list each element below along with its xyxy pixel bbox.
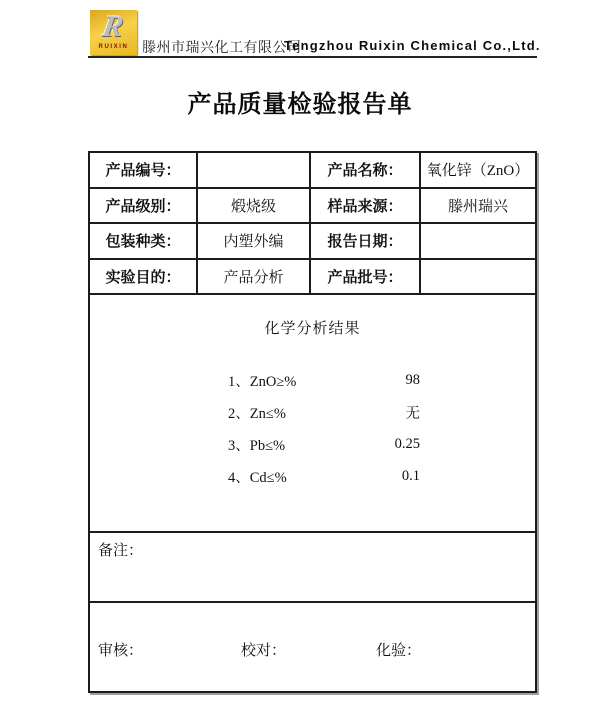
analysis-item-name: 2、Zn≤% [228, 405, 286, 422]
analysis-list [228, 364, 420, 492]
field-value-product-no [198, 153, 311, 187]
analysis-item-cd [228, 460, 420, 492]
company-name-english: Tengzhou Ruixin Chemical Co.,Ltd. [284, 38, 541, 53]
analysis-item-value: 0.25 [394, 435, 420, 452]
signoff-test-label: 化验： [376, 643, 422, 659]
logo-r-icon: R [100, 10, 127, 43]
analysis-item-name: 4、Cd≤% [228, 469, 287, 486]
signoff-row [90, 603, 535, 691]
analysis-item-pb [228, 428, 420, 460]
table-row-purpose-batch [90, 260, 535, 296]
field-label-product-name: 产品名称： [311, 153, 421, 187]
field-value-report-date [421, 224, 535, 258]
field-label-batch-no: 产品批号： [311, 260, 421, 294]
field-label-packing-type: 包装种类： [90, 224, 198, 258]
field-value-batch-no [421, 260, 535, 294]
company-logo [90, 10, 137, 55]
field-value-packing-type: 内塑外编 [198, 224, 311, 258]
signoff-review-label: 审核： [98, 643, 144, 659]
company-name-chinese: 滕州市瑞兴化工有限公司 [142, 41, 302, 56]
logo-brand-text: RUIXIN [98, 44, 129, 50]
analysis-section-title: 化学分析结果 [264, 321, 361, 337]
field-value-product-grade: 煅烧级 [198, 189, 311, 223]
field-value-sample-source: 滕州瑞兴 [447, 198, 508, 215]
analysis-item-zno [228, 364, 420, 396]
field-value-product-name: 氧化锌（ZnO） [426, 163, 530, 180]
table-row-grade-source [90, 189, 535, 225]
analysis-item-zn [228, 396, 420, 428]
report-title: 产品质量检验报告单 [187, 91, 413, 118]
analysis-section [90, 295, 535, 533]
field-label-product-no: 产品编号： [90, 153, 198, 187]
remarks-row [90, 533, 535, 603]
signoff-proofread-label: 校对： [241, 643, 287, 659]
field-label-report-date: 报告日期： [311, 224, 421, 258]
analysis-item-value: 无 [405, 405, 420, 422]
table-row-product-no-name [90, 153, 535, 189]
field-label-sample-source: 样品来源： [311, 189, 421, 223]
analysis-item-name: 1、ZnO≥% [228, 373, 297, 390]
analysis-item-value: 0.1 [401, 467, 420, 484]
remarks-label: 备注： [98, 543, 144, 559]
report-table [88, 151, 537, 693]
table-row-packing-date [90, 224, 535, 260]
header-divider [88, 56, 537, 58]
field-label-test-purpose: 实验目的： [90, 260, 198, 294]
analysis-item-value: 98 [405, 371, 420, 388]
field-value-test-purpose: 产品分析 [198, 260, 311, 294]
analysis-item-name: 3、Pb≤% [228, 437, 286, 454]
field-label-product-grade: 产品级别： [90, 189, 198, 223]
